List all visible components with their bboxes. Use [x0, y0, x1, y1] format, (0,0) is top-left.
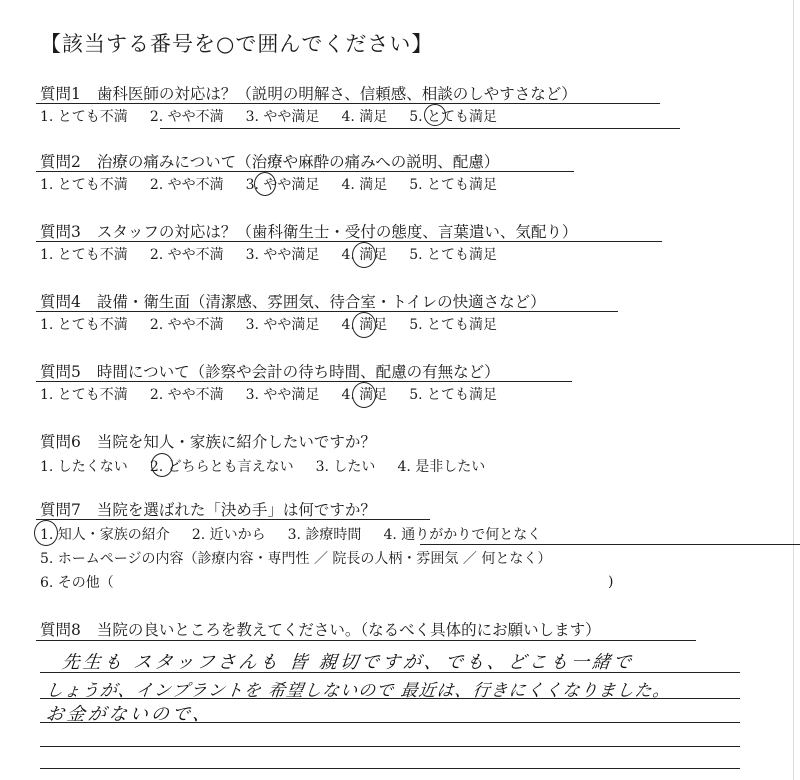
- question-label: 質問1: [40, 85, 81, 103]
- option: 2. やや不満: [149, 247, 224, 263]
- option: 2. 近いから: [191, 527, 266, 543]
- option-selected: 4. 満足: [341, 247, 388, 263]
- question-text: 設備・衛生面（清潔感、雰囲気、待合室・トイレの快適さなど）: [96, 293, 546, 311]
- write-line: [40, 768, 740, 769]
- question-4: [40, 290, 546, 312]
- question-label: 質問4: [40, 293, 81, 311]
- option: 5. とても満足: [409, 387, 498, 403]
- page-edge: [793, 0, 794, 780]
- question-underline: [36, 381, 572, 382]
- option-selected: 3. やや満足: [245, 177, 320, 193]
- question-underline: [36, 519, 430, 520]
- question-1: [40, 82, 577, 104]
- question-label: 質問3: [40, 223, 81, 241]
- option: 2. やや不満: [149, 109, 224, 125]
- question-7: [40, 498, 376, 520]
- option-q7-5: 5. ホームページの内容（診療内容・専門性 ／ 院長の人柄・雰囲気 ／ 何となく）: [40, 551, 552, 567]
- option-selected: 2. どちらとも言えない: [149, 459, 294, 475]
- selection-circle: [424, 104, 446, 126]
- option: 3. やや満足: [245, 247, 320, 263]
- option: 5. とても満足: [409, 247, 498, 263]
- options-q7: [40, 524, 563, 544]
- option: 4. 満足: [341, 109, 388, 125]
- page-title: 【該当する番号を○で囲んでください】: [40, 32, 434, 56]
- option: 4. 通りがかりで何となく: [383, 527, 542, 543]
- options-q4: [40, 314, 519, 334]
- option: 1. とても不満: [40, 177, 128, 193]
- option: 1. とても不満: [40, 109, 128, 125]
- option: 3. やや満足: [245, 317, 320, 333]
- question-text: 当院の良いところを教えてください。（なるべく具体的にお願いします）: [96, 621, 601, 639]
- option: 4. 是非したい: [397, 459, 486, 475]
- question-label: 質問5: [40, 363, 81, 381]
- option-selected: 4. 満足: [341, 387, 388, 403]
- option-selected: 4. 満足: [341, 317, 388, 333]
- option: 3. 診療時間: [287, 527, 362, 543]
- option: 3. やや満足: [245, 109, 320, 125]
- question-text: スタッフの対応は？（歯科衛生士・受付の態度、言葉遣い、気配り）: [96, 223, 578, 241]
- option: 1. とても不満: [40, 247, 128, 263]
- question-text: 治療の痛みについて（治療や麻酔の痛みへの説明、配慮）: [96, 153, 500, 171]
- selection-circle: [34, 520, 58, 546]
- question-label: 質問8: [40, 621, 81, 639]
- write-line: [40, 698, 740, 699]
- handwriting-line: 先生も スタッフさんも 皆 親切ですが、でも、どこも一緒で: [60, 652, 636, 673]
- question-underline: [36, 640, 696, 641]
- question-underline: [160, 128, 680, 129]
- option: 2. やや不満: [149, 387, 224, 403]
- write-line: [40, 672, 740, 673]
- option: 1. したくない: [40, 459, 128, 475]
- question-8: [40, 618, 601, 640]
- question-5: [40, 360, 500, 382]
- question-2: [40, 150, 499, 172]
- selection-circle: [254, 172, 276, 196]
- options-q5: [40, 384, 519, 404]
- option: 1. とても不満: [40, 317, 128, 333]
- option: 2. やや不満: [149, 177, 224, 193]
- option: 5. とても満足: [409, 177, 498, 193]
- question-underline: [36, 171, 574, 172]
- question-text: 歯科医師の対応は？（説明の明解さ、信頼感、相談のしやすさなど）: [96, 85, 577, 103]
- write-line: [40, 746, 740, 747]
- question-3: [40, 220, 577, 242]
- handwriting-line: お金がないので、: [44, 704, 215, 725]
- question-label: 質問2: [40, 153, 81, 171]
- selection-circle: [151, 453, 173, 477]
- paren-close: ): [608, 574, 614, 590]
- option: 4. 満足: [341, 177, 388, 193]
- options-q6: [40, 456, 507, 476]
- handwriting-line: しょうが、インプラントを 希望しないので 最近は、行きにくくなりました。: [44, 681, 672, 701]
- option: 2. やや不満: [149, 317, 224, 333]
- question-underline: [36, 311, 618, 312]
- question-label: 質問6: [40, 433, 81, 451]
- option-q7-6: 6. その他（: [40, 575, 114, 591]
- question-underline: [420, 544, 800, 545]
- selection-circle: [352, 382, 376, 408]
- question-underline: [36, 241, 662, 242]
- options-q2: [40, 174, 519, 194]
- question-text: 時間について（診察や会計の待ち時間、配慮の有無など）: [96, 363, 500, 381]
- question-underline: [36, 103, 660, 104]
- question-text: 当院を知人・家族に紹介したいですか？: [96, 433, 376, 451]
- option: 1. とても不満: [40, 387, 128, 403]
- option-selected: 5. とても満足: [409, 109, 498, 125]
- option: 3. したい: [315, 459, 376, 475]
- question-text: 当院を選ばれた「決め手」は何ですか？: [96, 501, 376, 519]
- option-selected: 1. 知人・家族の紹介: [40, 527, 170, 543]
- options-q1: [40, 106, 519, 126]
- option: 5. とても満足: [409, 317, 498, 333]
- option: 3. やや満足: [245, 387, 320, 403]
- selection-circle: [352, 242, 376, 268]
- question-6: [40, 430, 376, 452]
- question-label: 質問7: [40, 501, 81, 519]
- write-line: [40, 722, 740, 723]
- selection-circle: [352, 312, 376, 338]
- options-q3: [40, 244, 519, 264]
